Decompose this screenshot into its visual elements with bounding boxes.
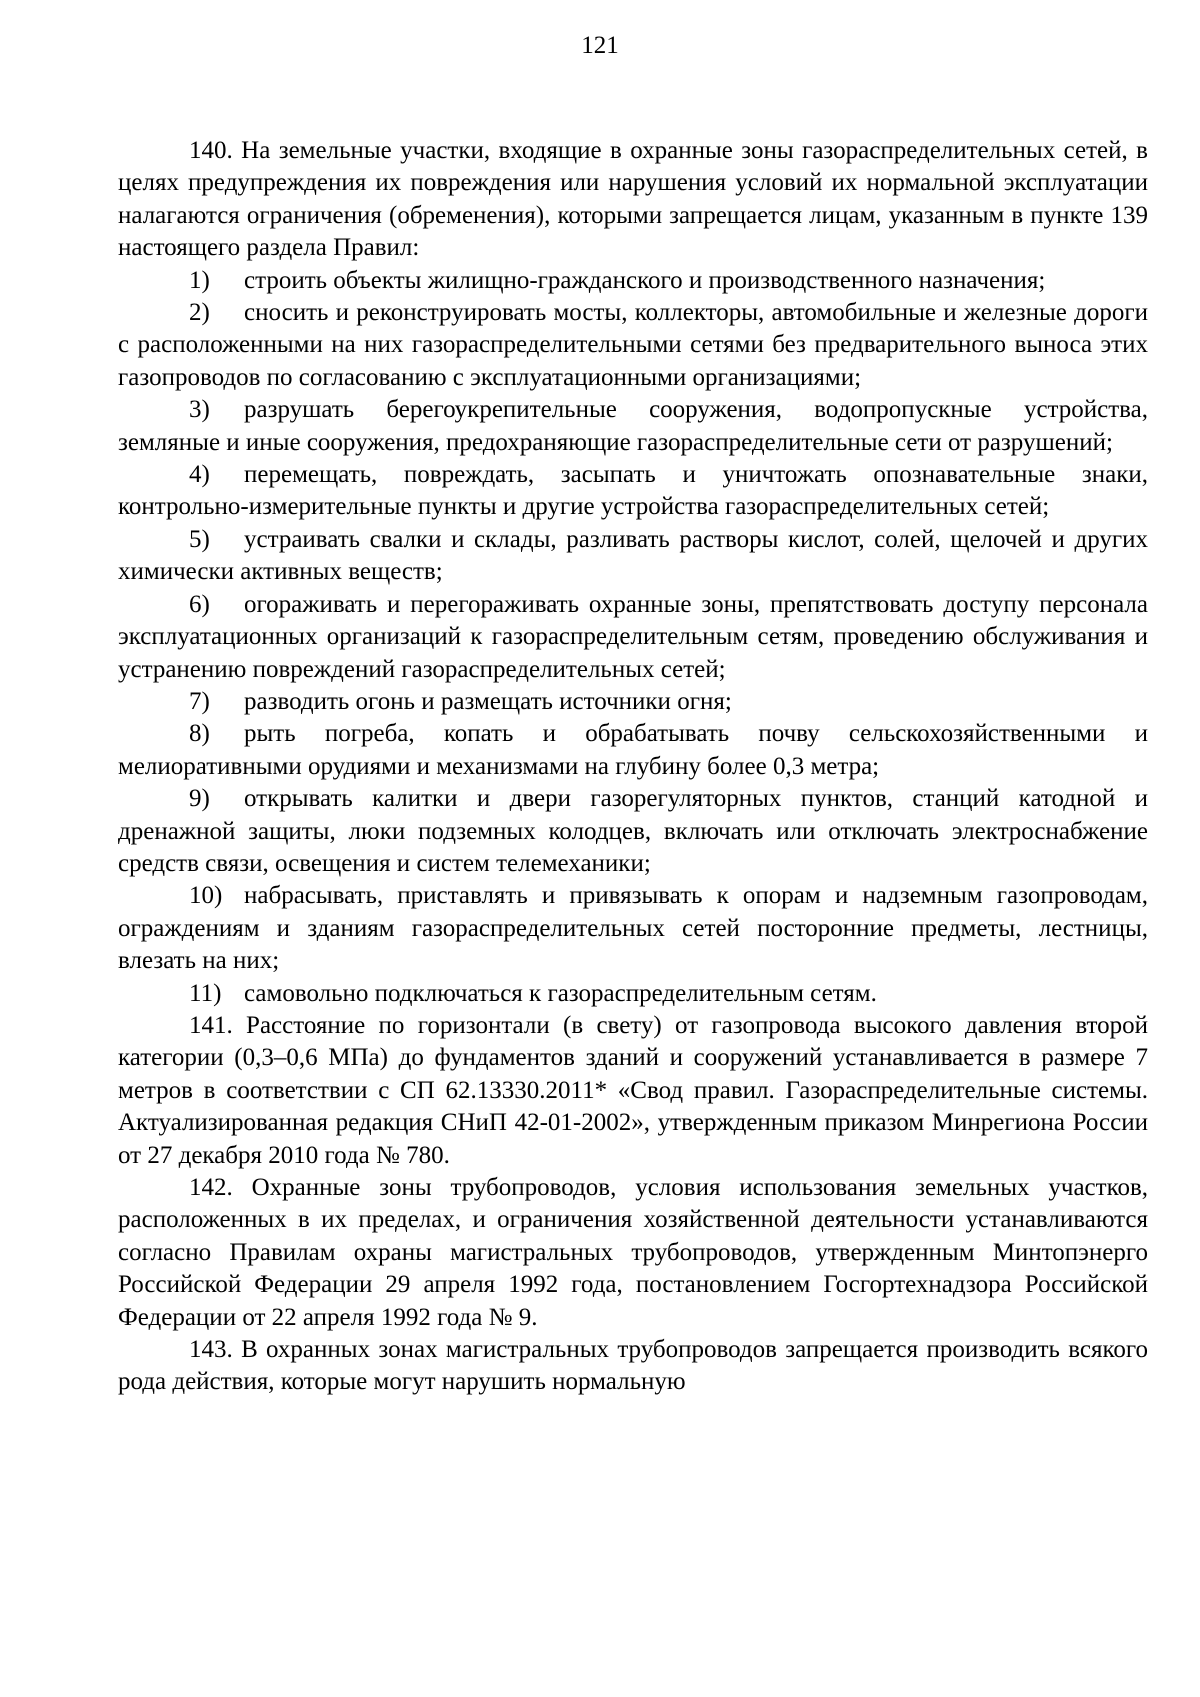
list-item-text: сносить и реконструировать мосты, коллекторы, автомобильные и железные дороги с расположенными на них газораспределительными сетями без предварительного выноса этих газопроводов по согласованию с эксплуатационными организациями; — [118, 299, 1148, 391]
document-body — [118, 135, 1148, 1399]
list-item-text: набрасывать, приставлять и привязывать к опорам и надземным газопроводам, ограждениям и зданиям газораспределительных сетей посторонние предметы, лестницы, влезать на них; — [118, 882, 1148, 975]
paragraph-140: 140. На земельные участки, входящие в охранные зоны газораспределительных сетей, в целях предупреждения их повреждения или нарушения условий их нормальной эксплуатации налагаются ограничения (обременения), которыми запрещается лицам, указанным в пункте 139 настоящего раздела Правил: — [118, 137, 1148, 262]
list-item-7 — [118, 686, 1148, 718]
list-item-6 — [118, 589, 1148, 686]
list-item-3 — [118, 394, 1148, 459]
list-item-8 — [118, 718, 1148, 783]
list-item-9 — [118, 783, 1148, 880]
list-item-text: устраивать свалки и склады, разливать растворы кислот, солей, щелочей и других химически активных веществ; — [118, 525, 1148, 586]
list-item-text: самовольно подключаться к газораспределительным сетям. — [244, 979, 877, 1007]
list-item-1 — [118, 265, 1148, 297]
list-item-10 — [118, 880, 1148, 977]
list-item-4 — [118, 459, 1148, 524]
list-item-text: огораживать и перегораживать охранные зоны, препятствовать доступу персонала эксплуатационных организаций к газораспределительным сетям, проведению обслуживания и устранению повреждений газораспределительных сетей; — [118, 590, 1148, 683]
list-item-11 — [118, 978, 1148, 1010]
list-item-number: 7) — [189, 687, 210, 715]
list-item-2 — [118, 297, 1148, 394]
list-item-number: 9) — [189, 785, 210, 813]
list-item-5 — [118, 524, 1148, 589]
list-item-text: открывать калитки и двери газорегуляторных пунктов, станций катодной и дренажной защиты, люки подземных колодцев, включать или отключать электроснабжение средств связи, освещения и систем телемеханики; — [118, 785, 1148, 877]
list-item-number: 2) — [189, 299, 210, 327]
list-item-number: 3) — [189, 396, 210, 424]
list-item-number: 10) — [189, 882, 223, 910]
list-item-text: разводить огонь и размещать источники огня; — [244, 687, 732, 715]
list-item-text: перемещать, повреждать, засыпать и уничтожать опознавательные знаки, контрольно-измерительные пункты и другие устройства газораспределительных сетей; — [118, 461, 1148, 521]
list-item-number: 1) — [189, 266, 210, 294]
list-item-number: 8) — [189, 720, 210, 748]
paragraph-142: 142. Охранные зоны трубопроводов, условия использования земельных участков, расположенных в их пределах, и ограничения хозяйственной деятельности устанавливаются согласно Правилам охраны магистральных трубопроводов, утвержденным Минтопэнерго Российской Федерации 29 апреля 1992 года, постановлением Госгортехнадзора Российской Федерации от 22 апреля 1992 года № 9. — [118, 1174, 1148, 1331]
paragraph-141: 141. Расстояние по горизонтали (в свету) от газопровода высокого давления второй категории (0,3–0,6 МПа) до фундаментов зданий и сооружений устанавливается в размере 7 метров в соответствии с СП 62.13330.2011* «Свод правил. Газораспределительные системы. Актуализированная редакция СНиП 42-01-2002», утвержденным приказом Минрегиона России от 27 декабря 2010 года № 780. — [118, 1011, 1148, 1169]
list-item-number: 6) — [189, 590, 210, 618]
list-item-number: 4) — [189, 461, 210, 489]
page-number: 121 — [581, 32, 619, 59]
list-item-text: разрушать берегоукрепительные сооружения, водопропускные устройства, земляные и иные сооружения, предохраняющие газораспределительные сети от разрушений; — [118, 396, 1148, 456]
list-item-number: 11) — [189, 979, 222, 1007]
paragraph-143: 143. В охранных зонах магистральных трубопроводов запрещается производить всякого рода действия, которые могут нарушить нормальную — [118, 1336, 1148, 1396]
list-item-text: рыть погреба, копать и обрабатывать почву сельскохозяйственными и мелиоративными орудиями и механизмами на глубину более 0,3 метра; — [118, 720, 1148, 780]
list-item-number: 5) — [189, 525, 210, 553]
list-item-text: строить объекты жилищно-гражданского и производственного назначения; — [244, 266, 1046, 294]
